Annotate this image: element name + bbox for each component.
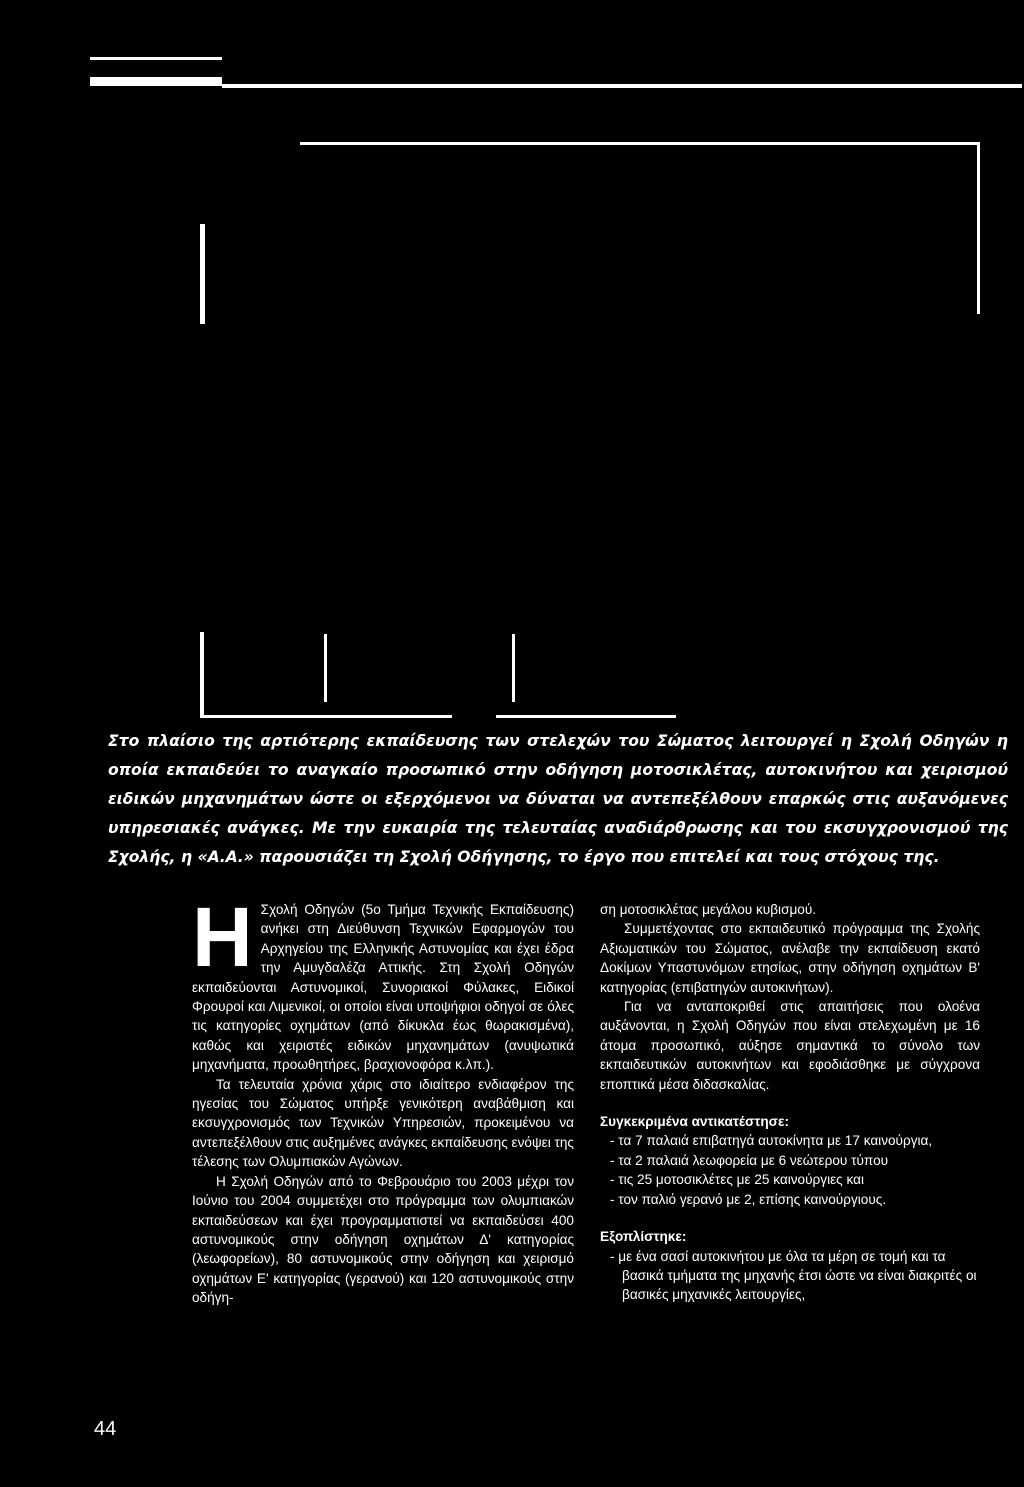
equipment-list (600, 1247, 980, 1305)
header-rule-thin (90, 57, 222, 60)
photo-frame-right (977, 142, 980, 314)
photo-frame-bottom-left (200, 715, 452, 718)
paragraph-1-text: Σχολή Οδηγών (5ο Τμήμα Τεχνικής Εκπαίδευσης) ανήκει στη Διεύθυνση Τεχνικών Εφαρμογών του Αρχηγείου της Ελληνικής Αστυνομίας και έχει έδρα την Αμυγδαλέζα Αττικής. Στη Σχολή Οδηγών εκπαιδεύονται Αστυνομικοί, Συνοριακοί Φύλακες, Ειδικοί Φρουροί και Λιμενικοί, οι οποίοι είναι υποψήφιοι οδηγοί σε όλες τις κατηγορίες οχημάτων (από δίκυκλα έως θωρακισμένα), καθώς και χειριστές ειδικών μηχανημάτων (ανυψωτικά μηχανήματα, προωθητήρες, βραχιονοφόρα κ.λπ.). (192, 902, 574, 1073)
paragraph-4: Συμμετέχοντας στο εκπαιδευτικό πρόγραμμα της Σχολής Αξιωματικών του Σώματος, ανέλαβε την εκπαίδευση εκατό Δοκίμων Υπαστυνόμων ετησίως, στην οδήγηση οχημάτων Β' κατηγορίας (επιβατηγών αυτοκινήτων). (600, 921, 980, 995)
intro-paragraph: Στο πλαίσιο της αρτιότερης εκπαίδευσης των στελεχών του Σώματος λειτουργεί η Σχολή Οδηγών η οποία εκπαιδεύει το αναγκαίο προσωπικό στην οδήγηση μοτοσικλέτας, αυτοκινήτου και χειρισμού ειδικών μηχανημάτων ώστε οι εξερχόμενοι να δύναται να αντεπεξέλθουν επαρκώς στις αυξανόμενες υπηρεσιακές ανάγκες. Με την ευκαιρία της τελευταίας αναδιάρθρωσης και του εκσυγχρονισμού της Σχολής, η «Α.Α.» παρουσιάζει τη Σχολή Οδήγησης, το έργο που επιτελεί και τους στόχους της. (108, 732, 1008, 866)
photo-frame-left (200, 224, 205, 324)
replaced-list (600, 1131, 980, 1209)
list-item: - τα 7 παλαιά επιβατηγά αυτοκίνητα με 17 καινούργια, (610, 1133, 933, 1149)
photo-frame-mid-right (512, 634, 515, 702)
paragraph-2: Τα τελευταία χρόνια χάρις στο ιδιαίτερο ενδιαφέρον της ηγεσίας του Σώματος υπήρξε γενικότερη αναβάθμιση και εκσυγχρονισμός των Τεχνικών Υπηρεσιών, προκειμένου να αντεπεξέλθουν στις αυξημένες ανάγκες εκπαίδευσης ενόψει της τέλεσης των Ολυμπιακών Αγώνων. (192, 1076, 574, 1170)
equipment-heading: Εξοπλίστηκε: (600, 1229, 687, 1245)
paragraph-continuation: ση μοτοσικλέτας μεγάλου κυβισμού. (600, 902, 817, 917)
drop-cap: Η (192, 890, 253, 984)
photo-frame-bottom-right (496, 715, 676, 718)
replaced-heading: Συγκεκριμένα αντικατέστησε: (600, 1114, 789, 1130)
photo-frame-top (300, 142, 980, 145)
left-column (192, 890, 574, 1308)
list-item: - τα 2 παλαιά λεωφορεία με 6 νεώτερου τύπου (610, 1152, 889, 1168)
header-rule-long (222, 84, 1022, 88)
paragraph-1 (192, 890, 574, 1075)
list-item: - με ένα σασί αυτοκινήτου με όλα τα μέρη σε τομή και τα βασικά τμήματα της μηχανής έτσι ώστε να είναι διακριτές οι βασικές μηχανικές λειτουργίες, (610, 1248, 977, 1303)
photo-frame-mid-left (324, 634, 327, 702)
list-item: - τις 25 μοτοσικλέτες με 25 καινούργιες και (610, 1172, 864, 1188)
header-rule-thick (90, 77, 222, 86)
paragraph-3: Η Σχολή Οδηγών από το Φεβρουάριο του 2003 μέχρι τον Ιούνιο του 2004 συμμετέχει στο πρόγραμμα των ολυμπιακών εκπαιδεύσεων και έχει προγραμματιστεί να εκπαιδεύσει 400 αστυνομικούς στην οδήγηση οχημάτων Δ' κατηγορίας (λεωφορείων), 80 αστυνομικούς στην οδήγηση και χειρισμό οχημάτων Ε' κατηγορίας (γερανού) και 120 αστυνομικούς στην οδήγη- (192, 1173, 574, 1306)
list-item: - τον παλιό γερανό με 2, επίσης καινούργιους. (610, 1191, 887, 1207)
photo-frame-left-lower (200, 632, 204, 718)
paragraph-5: Για να ανταποκριθεί στις απαιτήσεις που ολοένα αυξάνονται, η Σχολή Οδηγών που είναι στελεχωμένη με 16 άτομα προσωπικό, αύξησε σημαντικά το σύνολο των εκπαιδευτικών αυτοκινήτων και εφοδιάσθηκε με σύγχρονα εποπτικά μέσα διδασκαλίας. (600, 999, 980, 1092)
photo-placeholder (200, 142, 980, 718)
page-number: 44 (94, 1418, 117, 1440)
right-column (600, 900, 980, 1305)
